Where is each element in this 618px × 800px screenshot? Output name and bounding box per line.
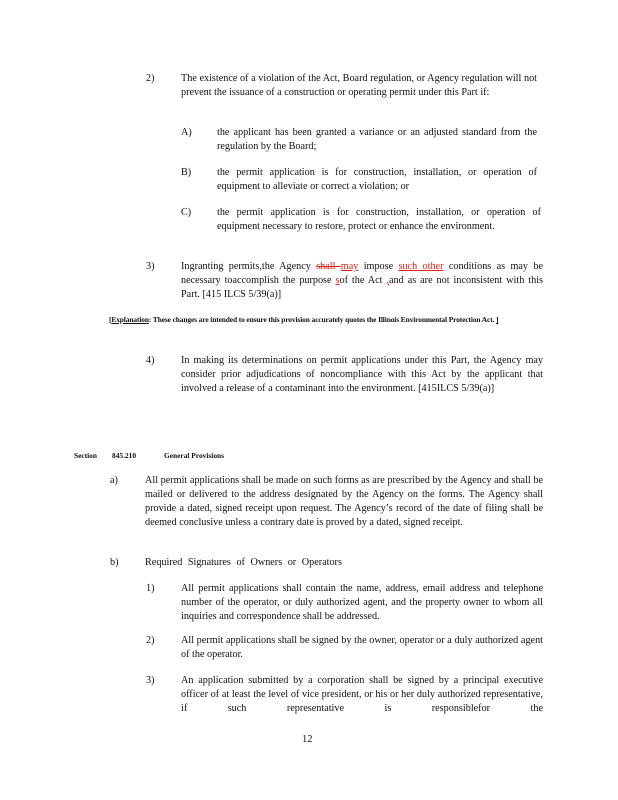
subsection-b-text: Required Signatures of Owners or Operators (145, 557, 342, 568)
item-3-text: Ingranting permits,the Agency shall may impose such other conditions as may be necessary toaccomplish the purpose sof the Act ,and as are not inconsistent with this Part. [415 ILCS 5/39(a)] (181, 261, 543, 300)
inserted-text: may (340, 261, 359, 272)
section-title: General Provisions (164, 451, 225, 460)
page-number: 12 (302, 734, 313, 745)
item-b3-text: An application submitted by a corporation shall be signed by a principal executive officer of at least the level of vice president, or his or her duly authorized representative, if such representative is responsiblefor the (181, 675, 543, 714)
item-b2-number: 2) (146, 635, 155, 646)
subsection-a-number: a) (110, 475, 118, 486)
item-b3-number: 3) (146, 675, 155, 686)
inserted-text: such other (398, 261, 444, 272)
section-label: Section (74, 451, 97, 460)
item-2B-text: the permit application is for construction, installation, or operation of equipment to alleviate or correct a violation; or (217, 167, 537, 192)
inserted-text: s (335, 275, 340, 286)
item-2-text: The existence of a violation of the Act, Board regulation, or Agency regulation will not prevent the issuance of a construction or operating permit under this Part if: (181, 73, 537, 98)
item-b1-number: 1) (146, 583, 155, 594)
item-2C-text: the permit application is for construction, installation, or operation of equipment necessary to restore, protect or enhance the environment. (217, 207, 541, 232)
subsection-a-text: All permit applications shall be made on such forms as are prescribed by the Agency and shall be mailed or delivered to the address designated by the Agency on the forms. The Agency shall provide a dated, signed receipt upon request. The Agency’s record of the date of filing shall be deemed conclusive unless a contrary date is proved by a dated, signed receipt. (145, 475, 543, 528)
inserted-text: , (386, 275, 390, 286)
item-2A-text: the applicant has been granted a variance or an adjusted standard from the regulation by the Board; (217, 127, 537, 152)
item-2-number: 2) (146, 73, 155, 84)
deleted-text: shall (316, 261, 341, 272)
item-2B-number: B) (181, 167, 192, 178)
section-number: 845.210 (112, 451, 137, 460)
item-2C-number: C) (181, 207, 192, 218)
item-3-number: 3) (146, 261, 155, 272)
item-2A-number: A) (181, 127, 192, 138)
item-b1-text: All permit applications shall contain the name, address, email address and telephone number of the operator, or duly authorized agent, and the property owner to whom all inquiries and correspondence shall be addressed. (181, 583, 543, 622)
explanation-note: [Explanation: These changes are intended to ensure this provision accurately quotes the Illinois Environmental Protection Act. ] (109, 315, 499, 324)
item-4-number: 4) (146, 355, 155, 366)
item-b2-text: All permit applications shall be signed by the owner, operator or a duly authorized agent of the operator. (181, 635, 543, 660)
item-4-text: In making its determinations on permit applications under this Part, the Agency may consider prior adjudications of noncompliance with this Act by the applicant that involved a release of a contaminant into the environment. [415ILCS 5/39(a)] (181, 355, 543, 394)
subsection-b-number: b) (110, 557, 119, 568)
